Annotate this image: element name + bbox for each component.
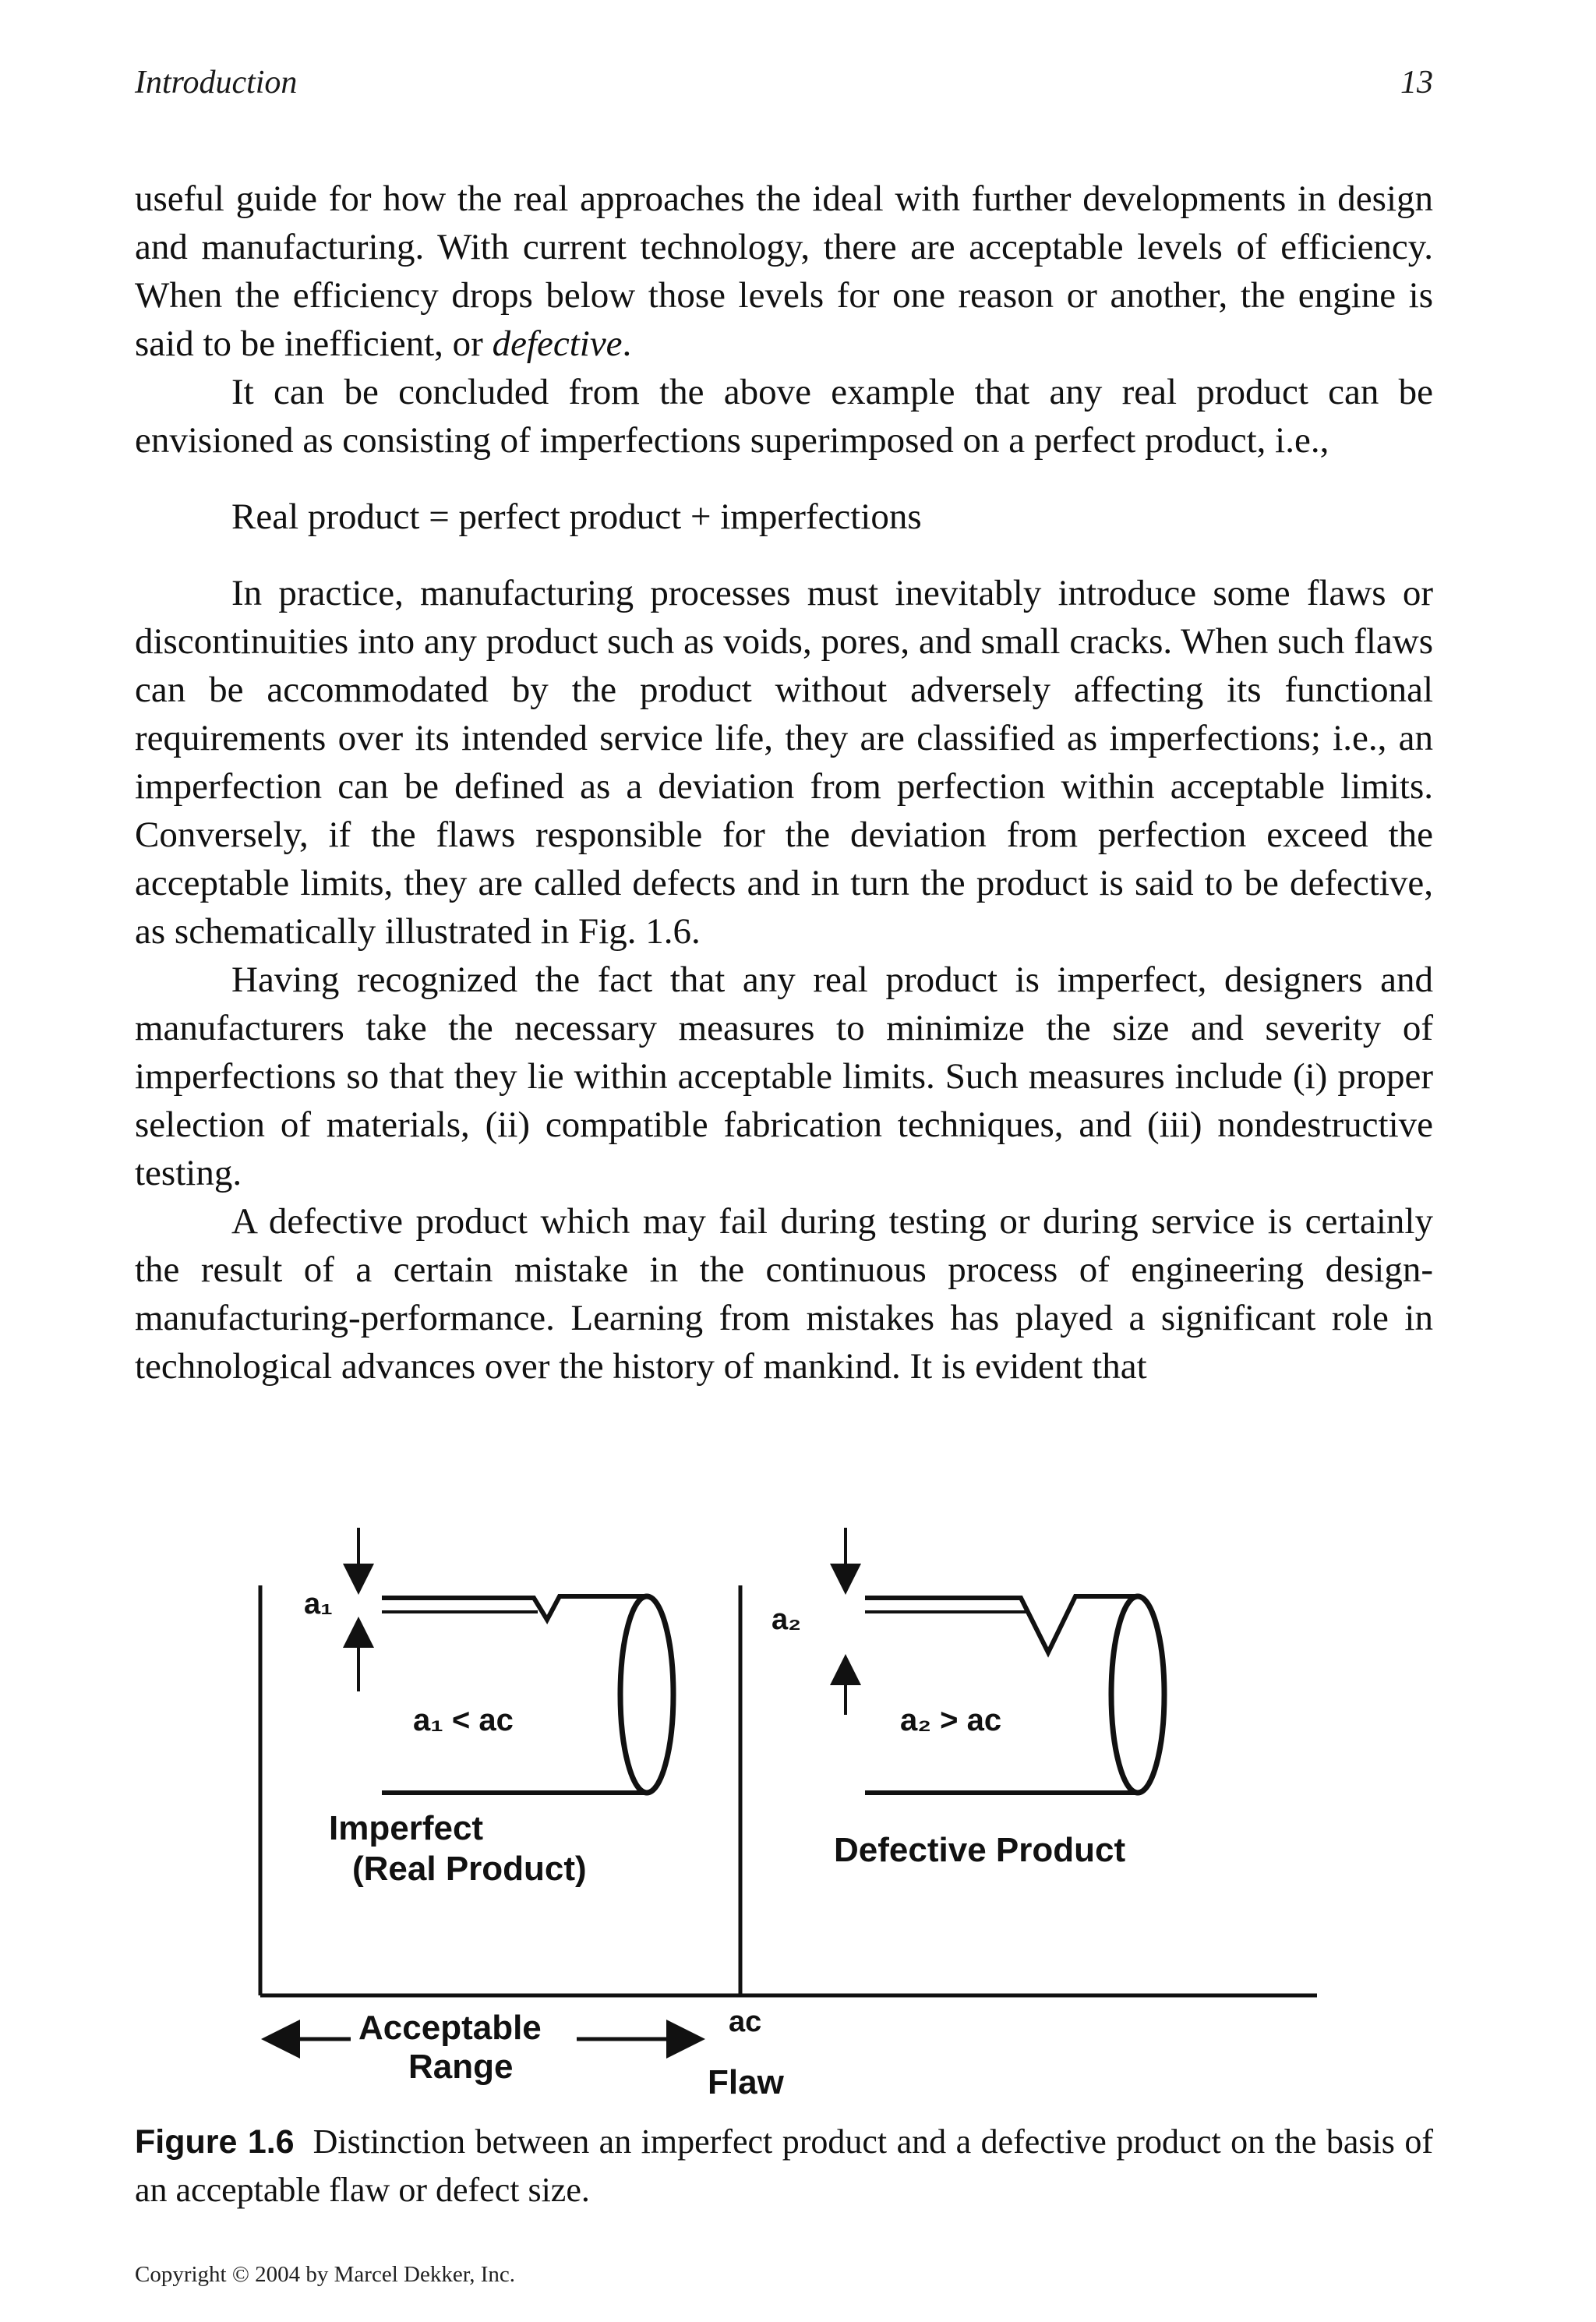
right-cylinder-top-edge bbox=[865, 1596, 1138, 1652]
paragraph-4: Having recognized the fact that any real product is imperfect, designers and manufacturers take the necessary measures to minimize the size and severity of imperfections so that they lie within acceptable limits. Such measures include (i) proper selection of materials, (ii) compatible fabrication techniques, and (iii) nondestructive testing. bbox=[135, 960, 1433, 1193]
right-relation-label: a₂ > aᴄ bbox=[900, 1703, 1002, 1737]
flaw-diagram bbox=[242, 1504, 1333, 2097]
left-relation-label: a₁ < aᴄ bbox=[413, 1703, 514, 1737]
paragraph-1-text: useful guide for how the real approaches the ideal with further developments in design and manufacturing. With current technology, there are acceptable levels of efficiency. When the efficiency drops below those levels for one reason or another, the engine is said to be inefficient, or bbox=[135, 178, 1433, 364]
paragraph-1-italic: defective bbox=[492, 323, 623, 364]
paragraph-2: It can be concluded from the above example that any real product can be envisioned as consisting of imperfections superimposed on a perfect product, i.e., bbox=[135, 372, 1433, 461]
flaw-axis-label: Flaw bbox=[708, 2063, 784, 2097]
equation: Real product = perfect product + imperfections bbox=[231, 497, 922, 537]
copyright-notice: Copyright © 2004 by Marcel Dekker, Inc. bbox=[135, 2262, 515, 2287]
left-cylinder-end bbox=[620, 1596, 673, 1793]
range-label-line1: Acceptable bbox=[358, 2009, 542, 2047]
figure-number: Figure 1.6 bbox=[135, 2123, 295, 2161]
left-caption-line1: Imperfect bbox=[329, 1809, 484, 1847]
acceptable-range bbox=[265, 2009, 701, 2086]
critical-size-label: aᴄ bbox=[729, 2006, 762, 2038]
running-head-section: Introduction bbox=[135, 65, 298, 101]
page-number: 13 bbox=[1400, 65, 1433, 101]
running-head bbox=[135, 64, 1433, 111]
right-flaw-label: a₂ bbox=[772, 1603, 802, 1636]
paragraph-3: In practice, manufacturing processes must inevitably introduce some flaws or discontinuities into any product such as voids, pores, and small cracks. When such flaws can be accommodated by the product without adversely affecting its functional requirements over its intended service life, they are classified as imperfections; i.e., an imperfection can be defined as a deviation from perfection within acceptable limits. Conversely, if the flaws responsible for the deviation from perfection exceed the acceptable limits, they are called defects and in turn the product is said to be defective, as schematically illustrated in Fig. 1.6. bbox=[135, 573, 1433, 952]
right-caption: Defective Product bbox=[834, 1831, 1126, 1869]
left-caption-line2: (Real Product) bbox=[352, 1850, 587, 1888]
range-label-line2: Range bbox=[408, 2048, 514, 2086]
figure-caption bbox=[135, 2118, 1433, 2214]
paragraph-5: A defective product which may fail during testing or during service is certainly the result of a certain mistake in the continuous process of engineering design-manufacturing-performance. Learning from mistakes has played a significant role in technological advances over the history of mankind. It is evident that bbox=[135, 1201, 1433, 1387]
left-flaw-label: a₁ bbox=[304, 1588, 333, 1620]
defective-cylinder bbox=[772, 1528, 1164, 1869]
caption-text: Distinction between an imperfect product and a defective product on the basis of an acceptable flaw or defect size. bbox=[135, 2122, 1433, 2209]
right-cylinder-end bbox=[1111, 1596, 1164, 1793]
paragraph-1 bbox=[135, 175, 1433, 368]
left-cylinder-top-edge bbox=[382, 1596, 647, 1620]
body-text bbox=[135, 175, 1433, 1391]
figure-1-6 bbox=[242, 1504, 1333, 2097]
imperfect-cylinder bbox=[304, 1528, 673, 1888]
paragraph-1-end: . bbox=[622, 323, 632, 364]
